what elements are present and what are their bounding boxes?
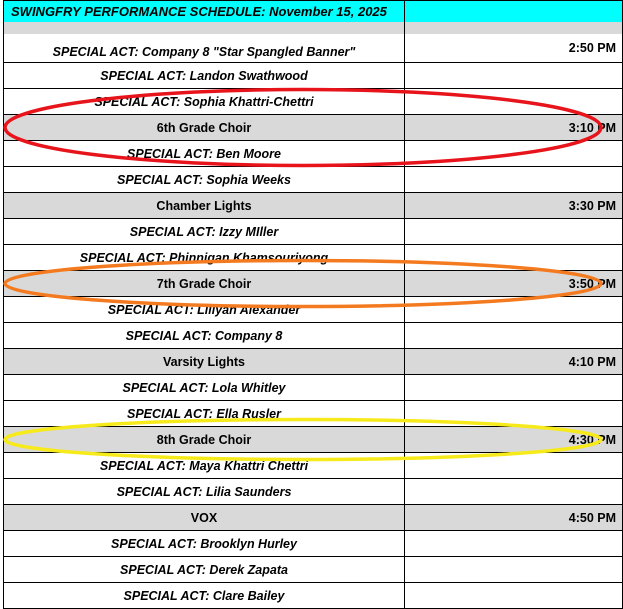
spacer-cell[interactable] xyxy=(4,22,405,34)
special-act-prefix: SPECIAL ACT: xyxy=(129,224,216,239)
special-act-prefix: SPECIAL ACT: xyxy=(99,458,186,473)
performer-cell[interactable] xyxy=(4,167,405,193)
special-act-row xyxy=(4,453,623,479)
time-cell[interactable]: 2:50 PM xyxy=(405,34,623,63)
performer-cell[interactable] xyxy=(4,557,405,583)
performer-name: Ella Rusler xyxy=(216,406,281,421)
choir-row xyxy=(4,115,623,141)
special-act-row xyxy=(4,479,623,505)
performer-name: Ben Moore xyxy=(216,146,281,161)
spacer-row xyxy=(4,22,623,34)
special-act-prefix: SPECIAL ACT: xyxy=(100,68,187,83)
performer-name: Chamber Lights xyxy=(156,198,252,213)
special-act-row xyxy=(4,401,623,427)
special-act-prefix: SPECIAL ACT: xyxy=(120,562,206,577)
time-cell[interactable] xyxy=(405,401,623,427)
performer-name: 7th Grade Choir xyxy=(156,276,252,291)
special-act-prefix: SPECIAL ACT: xyxy=(127,146,213,161)
performer-cell[interactable] xyxy=(4,89,405,115)
time-cell[interactable]: 3:10 PM xyxy=(405,115,623,141)
performer-cell[interactable] xyxy=(4,323,405,349)
performer-name: Varsity Lights xyxy=(163,354,245,369)
special-act-row xyxy=(4,63,623,89)
performer-cell[interactable] xyxy=(4,193,405,219)
choir-row xyxy=(4,271,623,297)
special-act-row xyxy=(4,219,623,245)
performer-name: Clare Bailey xyxy=(212,588,285,603)
performer-name: Lilia Saunders xyxy=(205,484,292,499)
special-act-prefix: SPECIAL ACT: xyxy=(94,94,181,109)
time-cell[interactable] xyxy=(405,297,623,323)
special-act-prefix: SPECIAL ACT: xyxy=(111,536,197,551)
time-cell[interactable] xyxy=(405,479,623,505)
performer-name: Phinnigan Khamsouriyong xyxy=(169,250,329,265)
choir-row xyxy=(4,193,623,219)
time-cell[interactable] xyxy=(405,89,623,115)
performer-cell[interactable] xyxy=(4,505,405,531)
special-act-prefix: SPECIAL ACT: xyxy=(117,172,203,187)
performer-cell[interactable] xyxy=(4,115,405,141)
performer-name: Company 8 "Star Spangled Banner" xyxy=(142,45,356,59)
performer-cell[interactable] xyxy=(4,271,405,297)
title-row xyxy=(4,1,623,23)
special-act-prefix: SPECIAL ACT: xyxy=(127,406,213,421)
choir-row xyxy=(4,349,623,375)
special-act-row xyxy=(4,34,623,63)
title-cell-empty[interactable] xyxy=(405,1,623,23)
special-act-row xyxy=(4,89,623,115)
special-act-row xyxy=(4,297,623,323)
performer-name: 6th Grade Choir xyxy=(156,120,252,135)
time-cell[interactable] xyxy=(405,63,623,89)
time-cell[interactable] xyxy=(405,245,623,271)
special-act-row xyxy=(4,323,623,349)
special-act-prefix: SPECIAL ACT: xyxy=(79,250,166,265)
special-act-row xyxy=(4,141,623,167)
special-act-row xyxy=(4,167,623,193)
performer-cell[interactable] xyxy=(4,297,405,323)
performer-name: 8th Grade Choir xyxy=(156,432,252,447)
time-cell[interactable] xyxy=(405,531,623,557)
special-act-row xyxy=(4,375,623,401)
performer-name: Maya Khattri Chettri xyxy=(189,458,309,473)
performer-cell[interactable] xyxy=(4,401,405,427)
special-act-prefix: SPECIAL ACT: xyxy=(125,328,212,343)
time-cell[interactable] xyxy=(405,323,623,349)
time-cell[interactable] xyxy=(405,453,623,479)
choir-row xyxy=(4,505,623,531)
special-act-prefix: SPECIAL ACT: xyxy=(107,302,194,317)
special-act-prefix: SPECIAL ACT: xyxy=(116,484,203,499)
time-cell[interactable] xyxy=(405,219,623,245)
performer-name: Izzy MIller xyxy=(219,224,279,239)
performer-cell[interactable] xyxy=(4,245,405,271)
spacer-cell-empty[interactable] xyxy=(405,22,623,34)
performer-cell[interactable] xyxy=(4,479,405,505)
time-cell[interactable] xyxy=(405,583,623,609)
performer-cell[interactable] xyxy=(4,141,405,167)
time-cell[interactable]: 3:50 PM xyxy=(405,271,623,297)
special-act-prefix: SPECIAL ACT: xyxy=(123,588,210,603)
time-cell[interactable]: 4:30 PM xyxy=(405,427,623,453)
time-cell[interactable] xyxy=(405,375,623,401)
time-cell[interactable] xyxy=(405,167,623,193)
performer-name: Liliyah Alexander xyxy=(197,302,301,317)
time-cell[interactable] xyxy=(405,141,623,167)
time-cell[interactable] xyxy=(405,557,623,583)
special-act-row xyxy=(4,245,623,271)
time-cell[interactable]: 4:10 PM xyxy=(405,349,623,375)
performer-cell[interactable] xyxy=(4,453,405,479)
performer-cell[interactable] xyxy=(4,63,405,89)
special-act-prefix: SPECIAL ACT: xyxy=(122,380,209,395)
performer-cell[interactable] xyxy=(4,531,405,557)
time-cell[interactable]: 4:50 PM xyxy=(405,505,623,531)
performer-cell[interactable] xyxy=(4,219,405,245)
performer-name: Landon Swathwood xyxy=(189,68,308,83)
performer-cell[interactable] xyxy=(4,583,405,609)
title-cell[interactable]: SWINGFRY PERFORMANCE SCHEDULE: November 15, 2025 xyxy=(4,1,405,23)
performer-name: VOX xyxy=(190,510,218,525)
special-act-prefix: SPECIAL ACT: xyxy=(52,45,139,59)
performer-cell[interactable] xyxy=(4,34,405,63)
performer-name: Brooklyn Hurley xyxy=(200,536,297,551)
performer-cell[interactable] xyxy=(4,375,405,401)
special-act-row xyxy=(4,557,623,583)
performer-cell[interactable] xyxy=(4,349,405,375)
performer-name: Sophia Khattri-Chettri xyxy=(183,94,314,109)
performer-cell[interactable] xyxy=(4,427,405,453)
performer-name: Lola Whitley xyxy=(211,380,286,395)
special-act-row xyxy=(4,583,623,609)
performer-name: Sophia Weeks xyxy=(206,172,291,187)
special-act-row xyxy=(4,531,623,557)
choir-row xyxy=(4,427,623,453)
schedule-table xyxy=(3,0,623,609)
performer-name: Derek Zapata xyxy=(209,562,288,577)
time-cell[interactable]: 3:30 PM xyxy=(405,193,623,219)
performer-name: Company 8 xyxy=(214,328,283,343)
